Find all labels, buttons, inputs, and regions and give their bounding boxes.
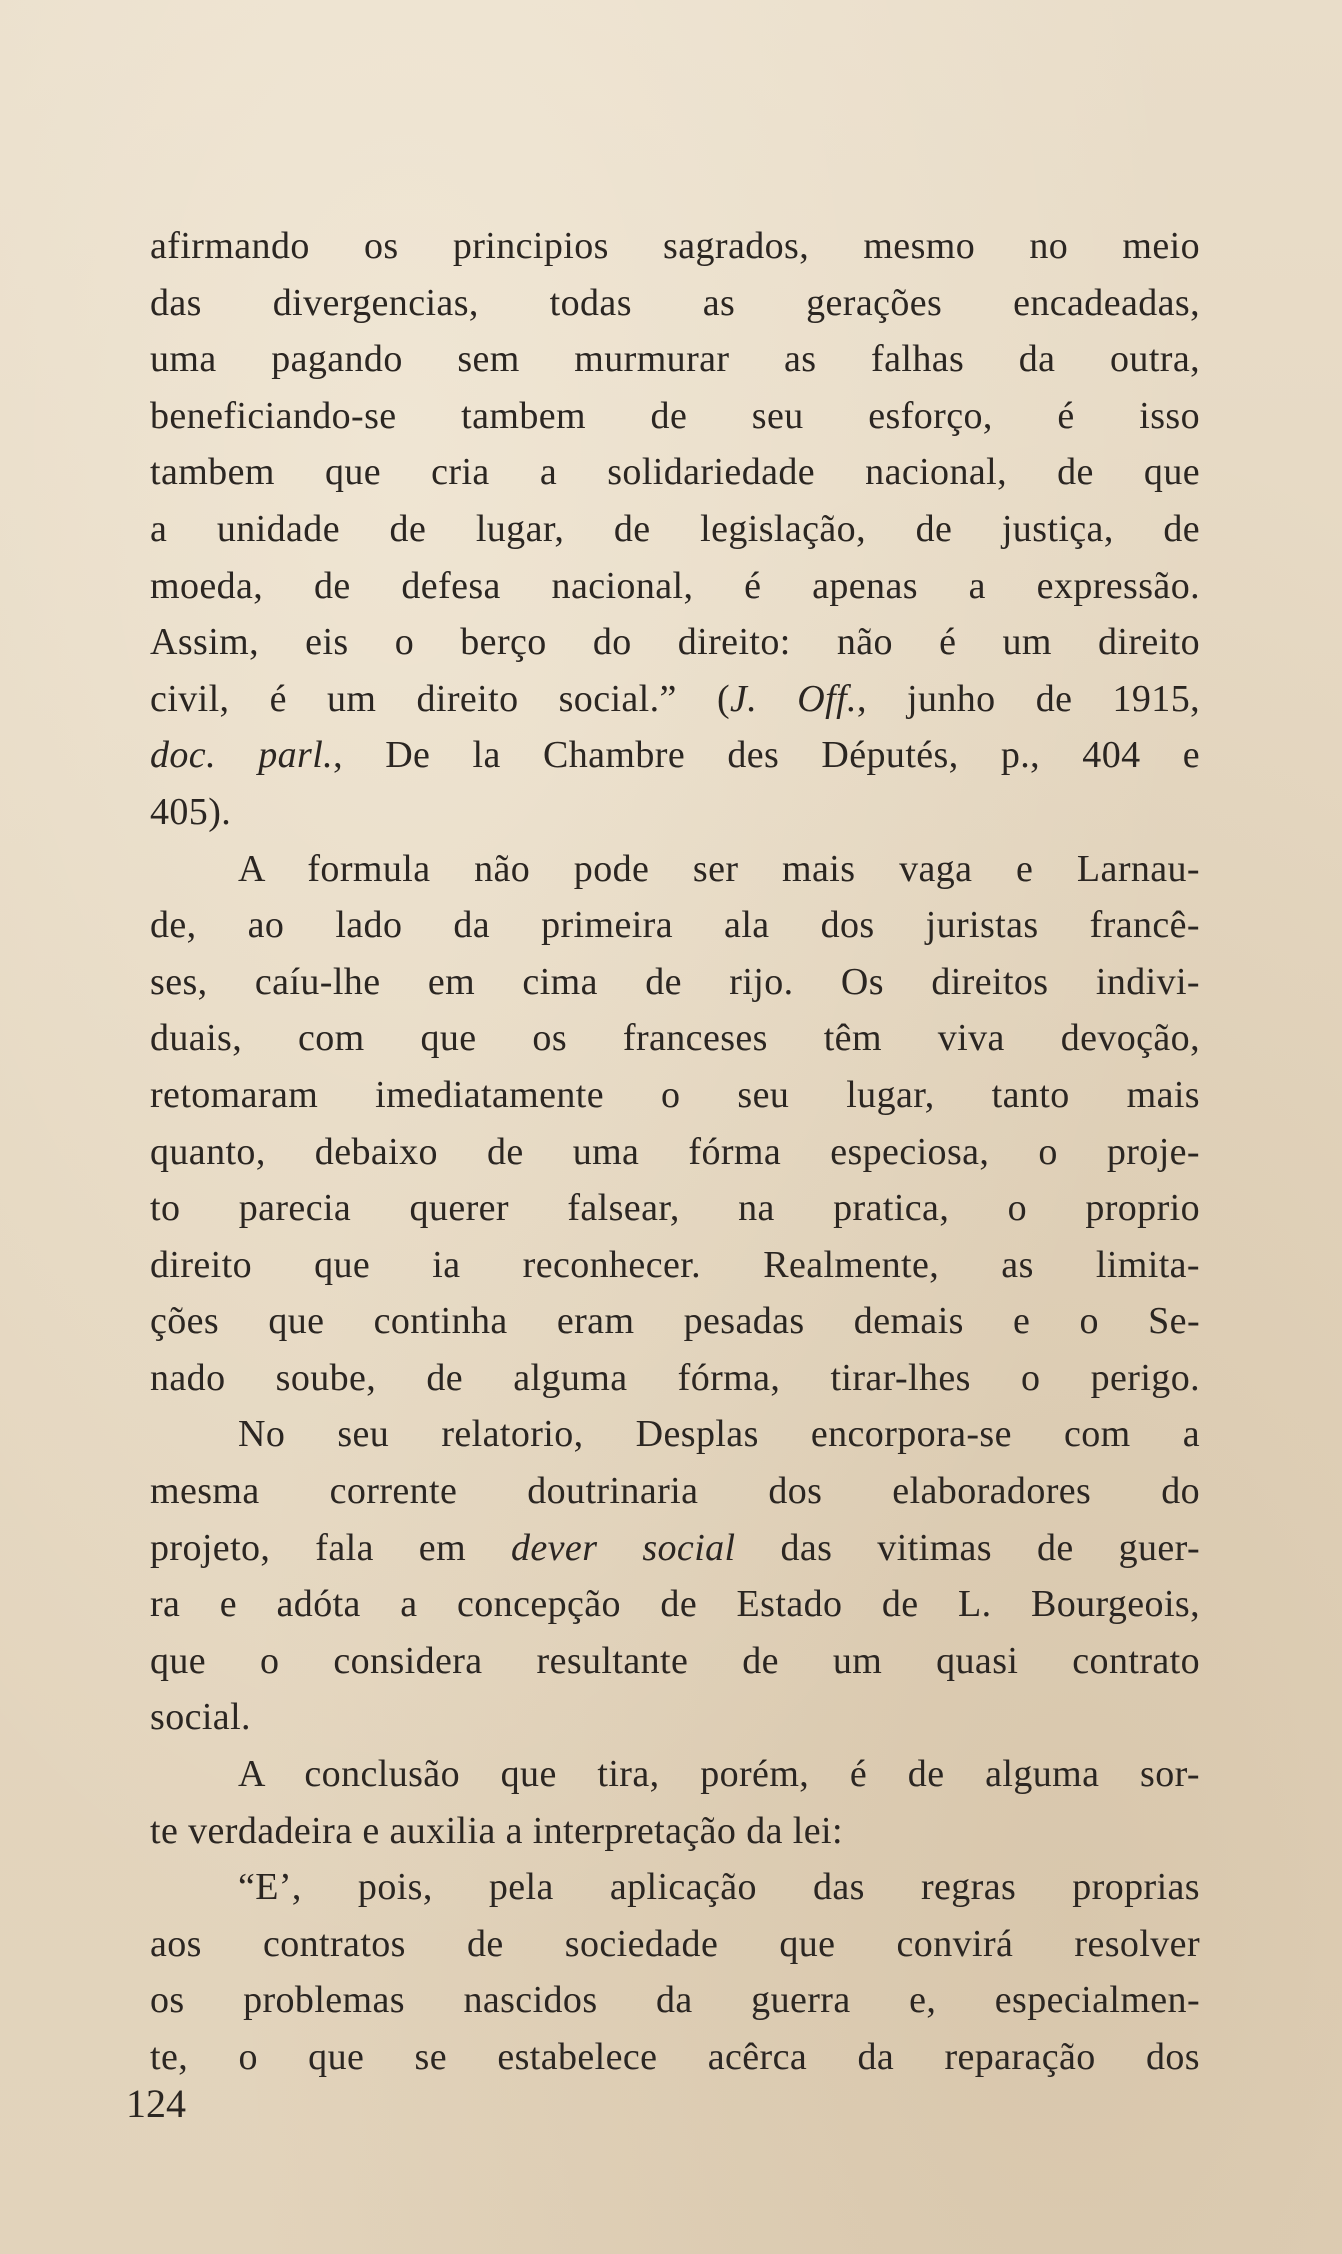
text-line: 405). [150,790,232,833]
text-line: mesma corrente doutrinaria dos elaboradores do [150,1470,1200,1513]
text-line: to parecia querer falsear, na pratica, o proprio [150,1187,1200,1230]
emphasis-line [150,1520,1200,1577]
text-line: ra e adóta a concepção de Estado de L. Bourgeois, [150,1583,1200,1626]
text-line: retomaram imediatamente o seu lugar, tanto mais [150,1073,1200,1116]
paragraph-start: No seu relatorio, Desplas encorpora-se com a [238,1413,1200,1456]
text-line: ses, caíu-lhe em cima de rijo. Os direitos indivi- [150,960,1200,1003]
text-segment: projeto, fala em [150,1526,511,1569]
citation-line [150,671,1200,728]
text-line: tambem que cria a solidariedade nacional, de que [150,451,1200,494]
text-line: duais, com que os franceses têm viva devoção, [150,1017,1200,1060]
text-line: das divergencias, todas as gerações encadeadas, [150,281,1200,324]
citation-line [150,727,1200,784]
body-text [150,218,1200,2086]
text-line: aos contratos de sociedade que convirá resolver [150,1922,1200,1965]
text-line: te verdadeira e auxilia a interpretação da lei: [150,1809,843,1852]
text-segment: , junho de 1915, [856,677,1201,720]
text-line: de, ao lado da primeira ala dos juristas francê- [150,904,1200,947]
text-segment: , De la Chambre des Députés, p., 404 e [333,734,1201,777]
text-line: moeda, de defesa nacional, é apenas a expressão. [150,564,1200,607]
text-line: que o considera resultante de um quasi contrato [150,1639,1200,1682]
italic-emphasis: dever social [511,1526,736,1569]
text-line: nado soube, de alguma fórma, tirar-lhes o perigo. [150,1356,1200,1399]
quote-start: “E’, pois, pela aplicação das regras proprias [238,1866,1200,1909]
page-number: 124 [126,2081,186,2126]
text-line: Assim, eis o berço do direito: não é um direito [150,621,1200,664]
text-line: quanto, debaixo de uma fórma especiosa, o proje- [150,1130,1200,1173]
italic-citation: doc. parl. [150,734,334,777]
paragraph-start: A conclusão que tira, porém, é de alguma sor- [238,1753,1200,1796]
text-line: os problemas nascidos da guerra e, especialmen- [150,1979,1200,2022]
text-line: a unidade de lugar, de legislação, de justiça, de [150,507,1200,550]
text-line: afirmando os principios sagrados, mesmo no meio [150,225,1200,267]
text-segment: das vitimas de guer- [735,1526,1200,1569]
text-line: uma pagando sem murmurar as falhas da outra, [150,338,1200,381]
text-segment: civil, é um direito social.” ( [150,677,730,720]
text-line: beneficiando-se tambem de seu esforço, é isso [150,394,1200,437]
text-line: ções que continha eram pesadas demais e o Se- [150,1300,1200,1343]
text-line: te, o que se estabelece acêrca da reparação dos [150,2036,1200,2078]
text-line: direito que ia reconhecer. Realmente, as limita- [150,1243,1200,1286]
text-line: social. [150,1696,251,1739]
paragraph-start: A formula não pode ser mais vaga e Larnau- [238,847,1200,890]
italic-citation: J. Off. [730,677,857,720]
